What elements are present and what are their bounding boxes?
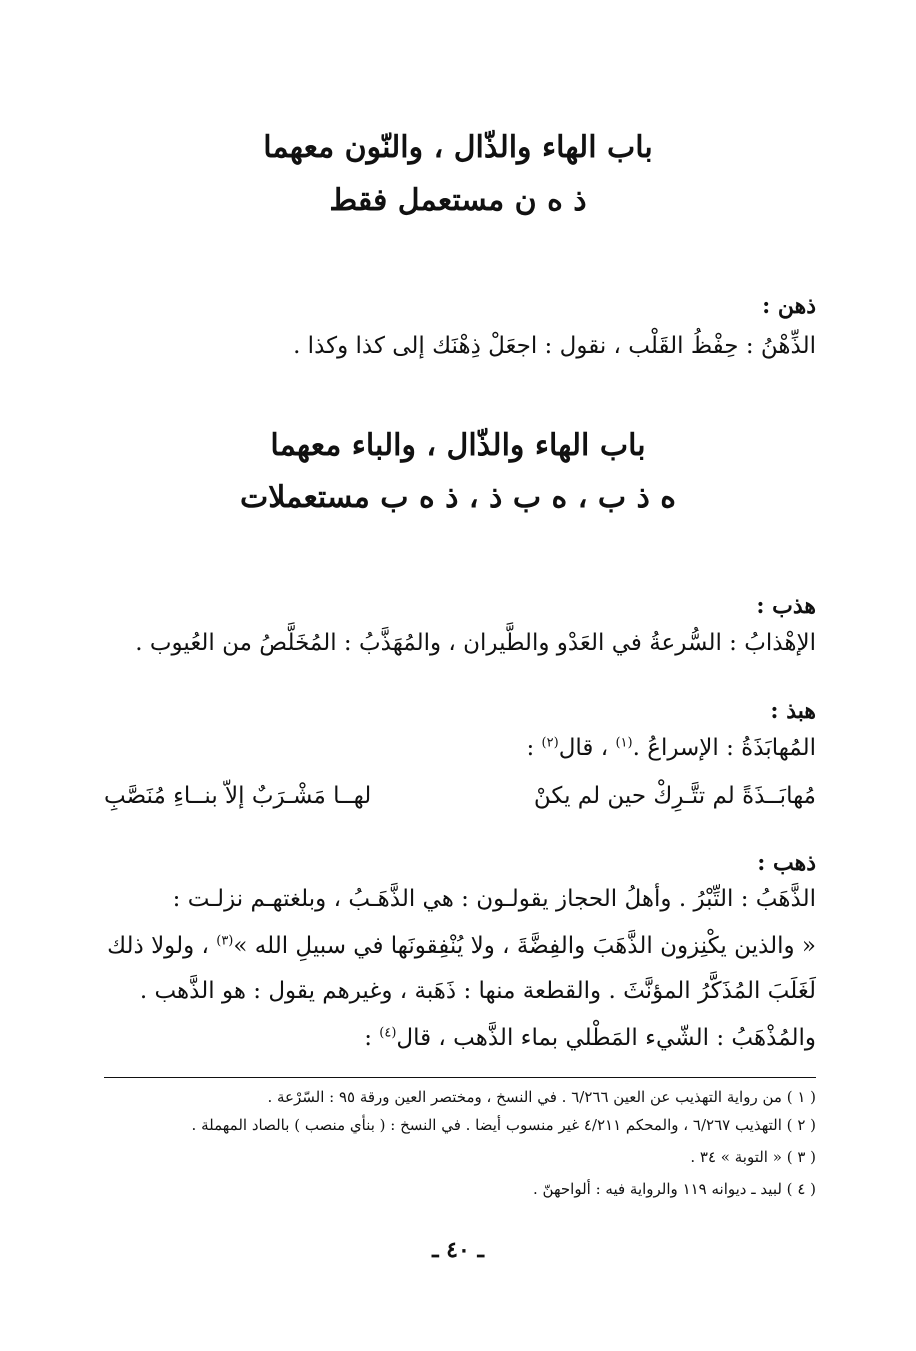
footnote-ref-3: (٣)	[216, 933, 234, 949]
verse-second-hemistich: لهــا مَشْـرَبٌ إلاّ بنــاءِ مُنَصَّبِ	[104, 783, 372, 809]
entry-head-hdhb: هذب :	[756, 593, 816, 619]
footnote-divider	[104, 1077, 816, 1078]
entry-head-hbdh: هبذ :	[770, 698, 816, 724]
entry-text-dhhb-4	[364, 1025, 816, 1051]
footnote-1: ( ١ ) من رواية التهذيب عن العين ٦/٢٦٦ . في النسخ ، ومختصر العين ورقة ٩٥ : السّرْعة .	[267, 1088, 816, 1106]
section-title-2: باب الهاء والذّال ، والباء معهما	[270, 428, 646, 463]
entry-text-dhhb-1: الذَّهَبُ : التِّبْرُ . وأهلُ الحجاز يقولـون : هي الذَّهَـبُ ، وبلغتهـم نزلـت :	[172, 886, 816, 912]
footnote-2: ( ٢ ) التهذيب ٦/٢٦٧ ، والمحكم ٤/٢١١ غير منسوب أيضا . في النسخ : ( بنأي منصب ) بالصاد المهملة .	[191, 1116, 816, 1134]
hbdh-said: ، قال	[558, 735, 609, 761]
section-subtitle-2: ه ذ ب ، ه ب ذ ، ذ ه ب مستعملات	[239, 480, 677, 515]
entry-text-hdhb: الإهْذابُ : السُّرعةُ في العَدْو والطَّيران ، والمُهَذَّبُ : المُخَلَّصُ من العُيوب .	[135, 630, 816, 656]
entry-head-dhn: ذهن :	[762, 293, 816, 319]
poem-verse	[104, 783, 816, 809]
section-subtitle-1: ذ ه ن مستعمل فقط	[329, 183, 587, 218]
entry-text-hbdh	[526, 735, 816, 761]
hbdh-definition: المُهابَذَةُ : الإسراعُ .	[632, 735, 816, 761]
page-number: ـ ٤٠ ـ	[432, 1237, 484, 1263]
verse-first-hemistich: مُهابَــذَةً لم تتَّـرِكْ حين لم يكنْ	[533, 783, 816, 809]
dhhb-line2-end: ، ولولا ذلك	[107, 933, 209, 959]
footnote-ref-2: (٢)	[541, 735, 559, 751]
quran-quote: « والذين يكْنِزون الذَّهَبَ والفِضَّةَ ، ولا يُنْفِقونَها في سبيلِ الله »	[233, 933, 816, 959]
entry-text-dhhb-2	[107, 933, 816, 959]
dhhb-line4-end: :	[364, 1025, 372, 1051]
entry-head-dhhb: ذهب :	[757, 850, 816, 876]
hbdh-colon: :	[526, 735, 535, 761]
entry-text-dhn: الذِّهْنُ : حِفْظُ القَلْب ، نقول : اجعَلْ ذِهْنَك إلى كذا وكذا .	[293, 333, 816, 359]
dhhb-line4-text: والمُذْهَبُ : الشّيء المَطْلي بماء الذَّهب ، قال	[396, 1025, 816, 1051]
footnote-4: ( ٤ ) لبيد ـ ديوانه ١١٩ والرواية فيه : ألواحهنّ .	[533, 1180, 816, 1198]
footnote-ref-1: (١)	[615, 735, 633, 751]
entry-text-dhhb-3: لَغَلَبَ المُذَكَّرُ المؤنَّثَ . والقطعة منها : ذَهَبة ، وغيرهم يقول : هو الذَّهب .	[139, 978, 816, 1004]
footnote-3: ( ٣ ) « التوبة » ٣٤ .	[690, 1148, 816, 1166]
section-title-1: باب الهاء والذّال ، والنّون معهما	[263, 130, 653, 165]
footnote-ref-4: (٤)	[379, 1025, 397, 1041]
